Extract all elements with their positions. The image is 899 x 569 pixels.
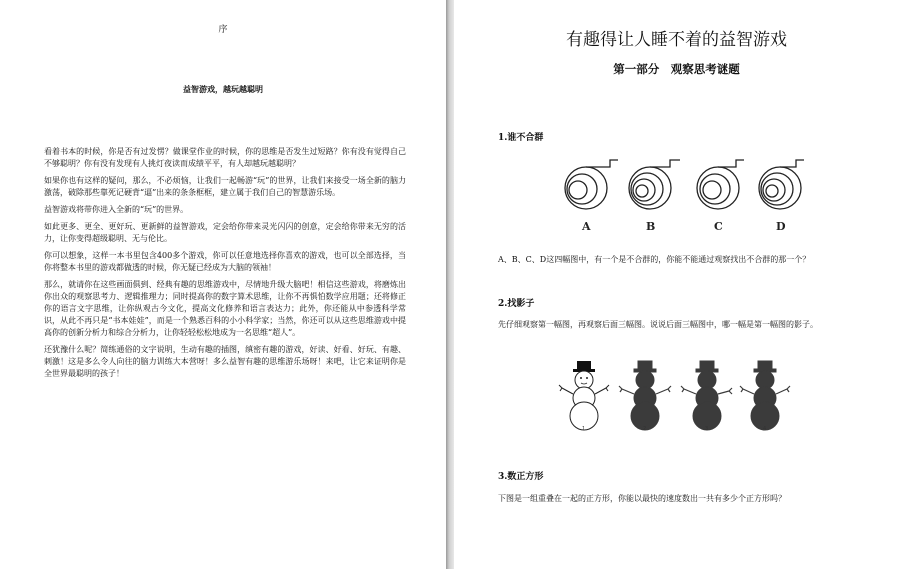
figure-label-b: B xyxy=(646,220,656,233)
snowman-outline-icon xyxy=(559,361,609,430)
preface-paragraph: 你可以想象，这样一本书里包含400多个游戏，你可以任意地选择你喜欢的游戏，也可以全部选择，当你将整本书里的游戏都做透的时候，你无疑已经成为大脑的领袖！ xyxy=(44,251,406,272)
preface-body xyxy=(44,146,406,385)
snowman-number: 3 xyxy=(705,426,709,432)
q2-text: 先仔细观察第一幅图，再观察后面三幅图。说说后面三幅图中，哪一幅是第一幅图的影子。 xyxy=(498,320,818,329)
right-page xyxy=(454,0,899,569)
snowman-shadow-icon xyxy=(740,361,790,430)
preface-paragraph: 如此更多、更全、更好玩、更新鲜的益智游戏，定会给你带来灵光闪闪的创意，定会给你带来无穷的活力，让你变得超级聪明、无与伦比。 xyxy=(44,222,406,243)
figure-label-a: A xyxy=(582,220,591,233)
snowman-shadow-icon xyxy=(619,361,671,430)
preface-paragraph: 还犹豫什么呢？简练通俗的文字说明，生动有趣的插图，缜密有趣的游戏，好读、好看、好玩、有趣、刺激！这是多么令人向往的脑力训练大本营呀！多么益智有趣的思维游乐场呀！来吧，让它来证明你是全世界最聪明的孩子！ xyxy=(44,345,406,378)
snowman-figure xyxy=(558,358,798,434)
spiral-c-icon xyxy=(697,160,744,209)
snowman-number: 1 xyxy=(582,426,586,432)
page-gutter xyxy=(446,0,454,569)
preface-subtitle: 益智游戏，越玩越聪明 xyxy=(183,84,263,94)
figure-label-d: D xyxy=(776,220,786,233)
book-title: 有趣得让人睡不着的益智游戏 xyxy=(566,30,787,50)
preface-paragraph: 益智游戏将带你进入全新的“玩”的世界。 xyxy=(44,205,189,214)
preface-paragraph: 如果你也有这样的疑问，那么，不必烦恼，让我们一起畅游“玩”的世界，让我们来接受一场全新的脑力激荡，破除那些靠死记硬背“逼”出来的条条框框，建立属于我们自己的智慧游乐场。 xyxy=(44,176,406,197)
q3-title: 3.数正方形 xyxy=(498,472,544,482)
spiral-d-icon xyxy=(759,160,804,209)
snowman-number: 2 xyxy=(643,426,647,432)
snowman-shadow-icon xyxy=(681,361,732,430)
preface-paragraph: 那么，就请你在这些画面俱到、经典有趣的思维游戏中，尽情地升级大脑吧！相信这些游戏，将磨炼出你出众的观察思考力、逻辑推理力；同时提高你的数字算术思维，让你不再惧怕数学应用题；还将修正你的语言文字思维，让你纵观古今文化，提高文化修养和语言表达力；此外，你还能从中参透科学常识，从此不再只是“书本娃娃”，而是一个熟悉百科的小小科学家；当然，你还可以从这些思维游戏中提高你的创新分析力和综合分析力，让你轻轻松松地成为一名思维“超人”。 xyxy=(44,280,406,337)
left-page xyxy=(0,0,446,569)
q2-title: 2.找影子 xyxy=(498,299,535,309)
figure-label-c: C xyxy=(714,220,723,233)
spiral-a-icon xyxy=(565,160,618,209)
q1-text: A、B、C、D这四幅图中，有一个是不合群的，你能不能通过观察找出不合群的那一个？ xyxy=(498,255,811,264)
q1-title: 1.谁不合群 xyxy=(498,133,544,143)
preface-title: 序 xyxy=(218,25,228,35)
snowman-number: 4 xyxy=(763,426,767,432)
q3-text: 下图是一组重叠在一起的正方形，你能以最快的速度数出一共有多少个正方形吗？ xyxy=(498,494,786,503)
spiral-b-icon xyxy=(629,160,680,209)
spiral-figure xyxy=(558,150,808,238)
preface-paragraph: 看着书本的时候，你是否有过发愣？做课堂作业的时候，你的思维是否发生过短路？你有没有觉得自己不够聪明？你有没有发现有人挑灯夜读而成绩平平，有人却越玩越聪明？ xyxy=(44,147,406,168)
part-title: 第一部分 观察思考谜题 xyxy=(613,62,740,76)
